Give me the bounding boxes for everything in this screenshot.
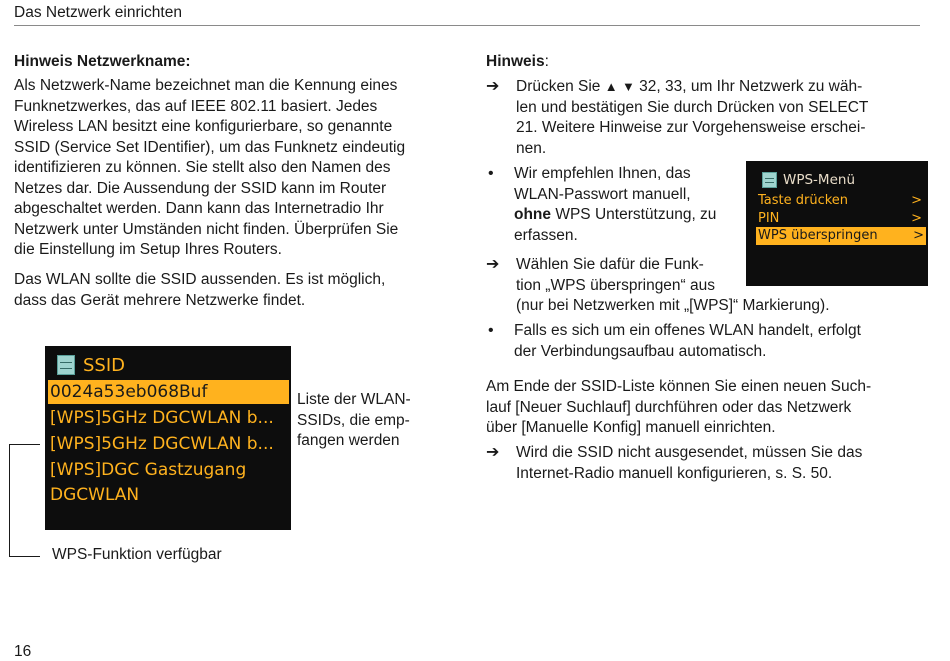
hint-select-network: ➔ Drücken Sie ▲ ▼ 32, 33, um Ihr Netzwerk zu wäh- len und bestätigen Sie durch Drücken von SELECT 21. Weitere Hinweise zur Vorgehensweise erschei- nen. — [486, 78, 869, 157]
ssid-list-item: DGCWLAN — [50, 485, 140, 505]
wps-menu-item: PIN > — [758, 211, 922, 226]
ssid-screen-title: SSID — [57, 354, 125, 376]
chevron-right-icon: > — [911, 193, 922, 208]
arrow-right-icon: ➔ — [486, 256, 500, 273]
ssid-list-caption: Liste der WLAN- SSIDs, die emp- fangen werden — [297, 391, 411, 449]
network-name-paragraph: Als Netzwerk-Name bezeichnet man die Kennung eines Funknetzwerkes, das auf IEEE 802.11 basiert. Jedes Wireless LAN besitzt eine konfigurierbare, so genannte SSID (Service Set IDentifier), um das Funknetz eindeutig identifizieren zu können. Sie stellt also den Namen des Netzes dar. Die Aussendung der SSID kann im Router abgeschaltet werden. Dann kann das Internetradio Ihr Netzwerk unter Umständen nicht finden. Überprüfen Sie die Einstellung im Setup Ihres Routers. — [14, 77, 406, 258]
ssid-list-item: [WPS]5GHz DGCWLAN b... — [50, 408, 274, 428]
wps-bracket — [9, 444, 40, 557]
wps-menu-item: Taste drücken > — [758, 193, 922, 208]
wps-function-label: WPS-Funktion verfügbar — [52, 546, 222, 563]
ssid-list-end-paragraph: Am Ende der SSID-Liste können Sie einen neuen Such- lauf [Neuer Suchlauf] durchführen oder das Netzwerk über [Manuelle Konfig] manuell einrichten. — [486, 378, 872, 436]
hint-manual-config: ➔ Wird die SSID nicht ausgesendet, müssen Sie das Internet-Radio manuell konfigurieren, s. S. 50. — [486, 444, 863, 482]
list-icon — [762, 172, 777, 188]
bullet-icon: • — [488, 322, 494, 339]
arrow-right-icon: ➔ — [486, 444, 500, 461]
page-number: 16 — [14, 643, 32, 660]
wps-screen-title: WPS-Menü — [762, 171, 855, 189]
up-triangle-icon: ▲ — [604, 79, 618, 94]
page-header: Das Netzwerk einrichten — [14, 4, 920, 26]
ssid-list-item: [WPS]DGC Gastzugang — [50, 460, 247, 480]
arrow-right-icon: ➔ — [486, 78, 500, 95]
chevron-right-icon: > — [913, 228, 924, 243]
chevron-right-icon: > — [911, 211, 922, 226]
network-name-note-title: Hinweis Netzwerkname: — [14, 53, 191, 70]
list-icon — [57, 355, 75, 375]
ssid-list-item: 0024a53eb068Buf — [48, 380, 289, 404]
ssid-list-screen — [45, 346, 291, 530]
bullet-icon: • — [488, 165, 494, 182]
hint-title: Hinweis: — [486, 53, 549, 70]
hint-skip-wps: ➔ Wählen Sie dafür die Funk- tion „WPS überspringen“ aus (nur bei Netzwerken mit „[WPS]“ Markierung). — [486, 256, 830, 314]
bullet-password-manual: • Wir empfehlen Ihnen, das WLAN-Passwort manuell, ohne WPS Unterstützung, zu erfassen. — [488, 165, 717, 244]
ssid-list-item: [WPS]5GHz DGCWLAN b... — [50, 434, 274, 454]
wps-menu-item-selected: WPS überspringen > — [758, 228, 924, 243]
down-triangle-icon: ▼ — [621, 79, 635, 94]
ssid-broadcast-paragraph: Das WLAN sollte die SSID aussenden. Es ist möglich, dass das Gerät mehrere Netzwerke findet. — [14, 271, 386, 309]
bullet-open-wlan: • Falls es sich um ein offenes WLAN handelt, erfolgt der Verbindungsaufbau automatisch. — [488, 322, 861, 360]
